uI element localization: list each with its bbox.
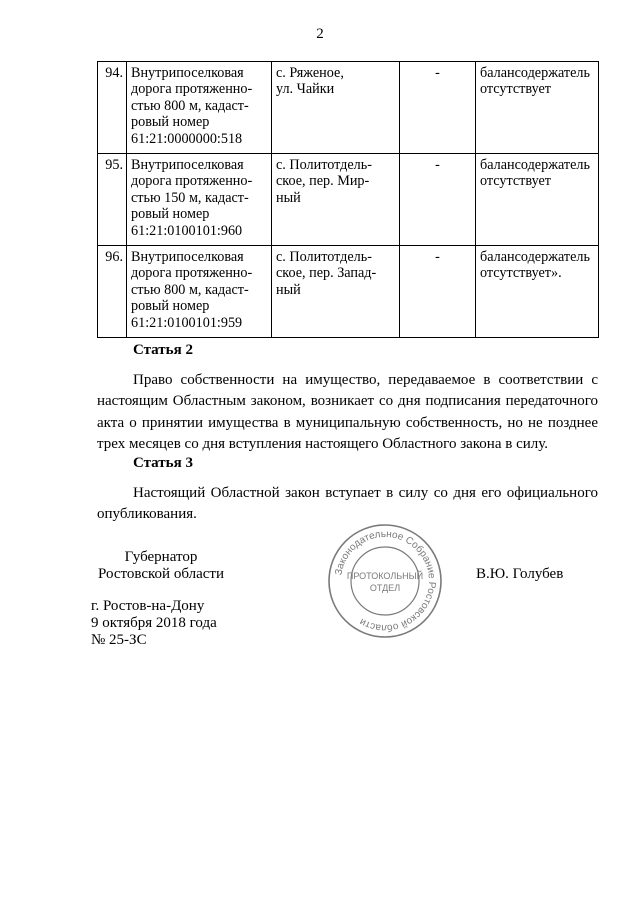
object-name-cell-line: 61:21:0000000:518 [131, 130, 243, 147]
location-cell-line: с. Ряженое, [276, 65, 344, 81]
object-name-cell-line: Внутрипоселковая [131, 65, 244, 81]
article-2-title: Статья 2 [133, 342, 193, 358]
object-name-cell-line: Внутрипоселковая [131, 157, 244, 174]
governor-name: В.Ю. Голубев [476, 566, 564, 582]
page-number: 2 [316, 26, 324, 42]
row-number: 96. [98, 246, 127, 338]
stamp-center-line-2: ОТДЕЛ [369, 583, 401, 593]
position-line-2: Ростовской области [98, 566, 224, 582]
holder-cell-line: балансодержатель [480, 249, 590, 266]
location-cell [272, 154, 400, 246]
object-name-cell-line: ровый номер [131, 114, 210, 131]
article-3-title: Статья 3 [133, 455, 193, 471]
holder-cell-line: балансодержатель [480, 157, 590, 174]
empty-value-cell: - [400, 62, 476, 154]
stamp-inner-ring [351, 547, 419, 615]
stamp-ring-text [333, 529, 437, 634]
object-name-cell-line: стью 150 м, кадаст- [131, 189, 249, 206]
object-name-cell-line: дорога протяженно- [131, 81, 253, 98]
object-name-cell-line: стью 800 м, кадаст- [131, 97, 249, 114]
position-line-1: Губернатор [124, 549, 198, 565]
article-3 [97, 453, 598, 526]
location-cell [272, 62, 400, 154]
official-stamp [325, 521, 445, 641]
location-cell-line: ный [276, 189, 301, 206]
holder-cell [476, 246, 599, 338]
object-name-cell-line: ровый номер [131, 206, 210, 223]
stamp-outer-ring [329, 525, 441, 637]
date-line: 9 октября 2018 года [91, 615, 217, 631]
law-number-line: № 25-ЗС [91, 632, 147, 648]
article-2-text: Право собственности на имущество, передаваемое в соответствии с настоящим Областным законом, возникает со дня подписания передаточного акта о принятии имущества в муниципальную собственность, но не позднее трех месяцев со дня вступления настоящего Областного закона в силу. [97, 371, 598, 452]
governor-position [91, 549, 231, 583]
row-number: 95. [98, 154, 127, 246]
article-2 [97, 340, 598, 456]
location-cell-line: ул. Чайки [276, 81, 335, 98]
location-cell-line: с. Политотдель- [276, 249, 372, 266]
object-name-cell-line: Внутрипоселковая [131, 249, 244, 266]
table-row [98, 246, 599, 338]
location-cell-line: с. Политотдель- [276, 157, 372, 174]
object-name-cell-line: дорога протяженно- [131, 173, 253, 190]
holder-cell-line: отсутствует [480, 81, 551, 98]
place-date-block [91, 598, 217, 649]
row-number: 94. [98, 62, 127, 154]
table-row [98, 62, 599, 154]
object-name-cell [127, 154, 272, 246]
location-cell-line: ское, пер. Мир- [276, 173, 370, 190]
object-name-cell-line: 61:21:0100101:959 [131, 314, 243, 331]
holder-cell-line: отсутствует [480, 173, 551, 190]
location-cell-line: ный [276, 281, 301, 298]
city-line: г. Ростов-на-Дону [91, 598, 205, 614]
stamp-center-line-1: ПРОТОКОЛЬНЫЙ [346, 571, 424, 581]
object-name-cell [127, 62, 272, 154]
table-row [98, 154, 599, 246]
article-3-text: Настоящий Областной закон вступает в силу со дня его официального опубликования. [97, 484, 598, 522]
holder-cell [476, 154, 599, 246]
object-name-cell-line: дорога протяженно- [131, 265, 253, 282]
holder-cell [476, 62, 599, 154]
holder-cell-line: отсутствует». [480, 265, 562, 282]
holder-cell-line: балансодержатель [480, 65, 590, 81]
location-cell-line: ское, пер. Запад- [276, 265, 377, 282]
empty-value-cell: - [400, 154, 476, 246]
object-name-cell-line: стью 800 м, кадаст- [131, 281, 249, 298]
empty-value-cell: - [400, 246, 476, 338]
stamp-ring-textpath: Законодательное Собрание Ростовской области [333, 528, 438, 634]
location-cell [272, 246, 400, 338]
property-table [97, 61, 599, 338]
object-name-cell-line: 61:21:0100101:960 [131, 222, 243, 239]
object-name-cell-line: ровый номер [131, 298, 210, 315]
object-name-cell [127, 246, 272, 338]
